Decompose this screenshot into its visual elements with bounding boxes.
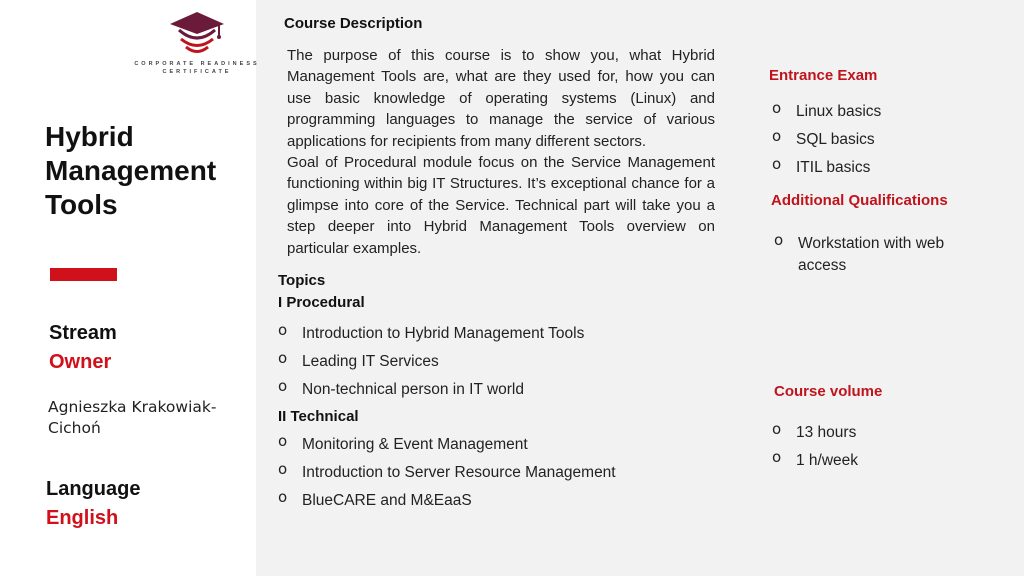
bullet-icon: o xyxy=(772,448,782,466)
left-panel xyxy=(0,0,260,576)
course-title-line: Hybrid xyxy=(45,121,134,152)
topics-heading: Topics xyxy=(278,272,326,289)
list-item xyxy=(772,420,858,451)
logo-text-line1: CORPORATE READINESS xyxy=(134,61,260,67)
list-item xyxy=(772,448,859,479)
bullet-icon: o xyxy=(278,432,288,450)
procedural-heading: I Procedural xyxy=(278,294,365,311)
owner-label: Owner xyxy=(49,351,112,373)
course-volume-list xyxy=(772,420,859,479)
bullet-icon: o xyxy=(774,231,784,249)
bullet-icon: o xyxy=(772,420,782,438)
volume-text: 1 h/week xyxy=(796,452,859,469)
stream-label: Stream xyxy=(49,322,117,344)
course-title-line: Management xyxy=(45,155,217,186)
bullet-icon: o xyxy=(772,155,782,173)
owner-name: Agnieszka Krakowiak-Cichoń xyxy=(48,398,217,437)
bullet-icon: o xyxy=(278,488,288,506)
additional-qualifications-list xyxy=(774,233,974,277)
language-value: English xyxy=(46,507,119,529)
volume-text: 13 hours xyxy=(796,424,857,441)
description-paragraph: The purpose of this course is to show you, what Hybrid Management Tools are, what are they used for, how you can use basic knowledge of operating systems (Linux) and programming languages to manage the service of various applications for recipients from many different sectors. xyxy=(287,47,715,150)
bullet-icon: o xyxy=(278,377,288,395)
course-title xyxy=(45,120,250,222)
course-title-line: Tools xyxy=(45,189,118,220)
requirement-text: Linux basics xyxy=(796,103,882,120)
course-volume-heading: Course volume xyxy=(774,383,883,400)
graduation-cap-icon xyxy=(166,10,228,58)
topic-text: Introduction to Hybrid Management Tools xyxy=(302,325,585,342)
technical-topics-list xyxy=(278,432,616,519)
topic-text: Non-technical person in IT world xyxy=(302,381,524,398)
list-item xyxy=(772,99,882,130)
course-description-heading: Course Description xyxy=(284,15,423,32)
logo-text-line2: CERTIFICATE xyxy=(162,69,232,75)
certificate-logo xyxy=(134,10,260,80)
topic-text: BlueCARE and M&EaaS xyxy=(302,492,472,509)
list-item xyxy=(772,155,881,186)
requirement-text: ITIL basics xyxy=(796,159,871,176)
qualification-text: Workstation with web access xyxy=(798,235,945,274)
entrance-exam-list xyxy=(772,99,882,186)
requirement-text: SQL basics xyxy=(796,131,875,148)
bullet-icon: o xyxy=(772,99,782,117)
list-item xyxy=(278,460,616,491)
procedural-topics-list xyxy=(278,321,585,408)
topic-text: Monitoring & Event Management xyxy=(302,436,528,453)
language-label: Language xyxy=(46,478,141,500)
course-description-text xyxy=(287,45,715,259)
description-paragraph: Goal of Procedural module focus on the Service Management functioning within big IT Structures. It’s exceptional chance for a glimpse into core of the Service. Technical part will take you a step deeper into Hybrid Management Tools overview on particular examples. xyxy=(287,154,715,257)
bullet-icon: o xyxy=(278,460,288,478)
list-item xyxy=(278,432,616,463)
list-item xyxy=(278,349,584,380)
accent-bar xyxy=(50,268,117,281)
bullet-icon: o xyxy=(772,127,782,145)
bullet-icon: o xyxy=(278,321,288,339)
additional-qualifications-heading: Additional Qualifications xyxy=(771,192,948,209)
list-item xyxy=(774,233,974,277)
list-item xyxy=(278,488,616,519)
list-item xyxy=(278,377,584,408)
list-item xyxy=(278,321,585,352)
bullet-icon: o xyxy=(278,349,288,367)
topic-text: Introduction to Server Resource Management xyxy=(302,464,616,481)
list-item xyxy=(772,127,881,158)
topic-text: Leading IT Services xyxy=(302,353,439,370)
technical-heading: II Technical xyxy=(278,408,359,425)
entrance-exam-heading: Entrance Exam xyxy=(769,67,878,84)
